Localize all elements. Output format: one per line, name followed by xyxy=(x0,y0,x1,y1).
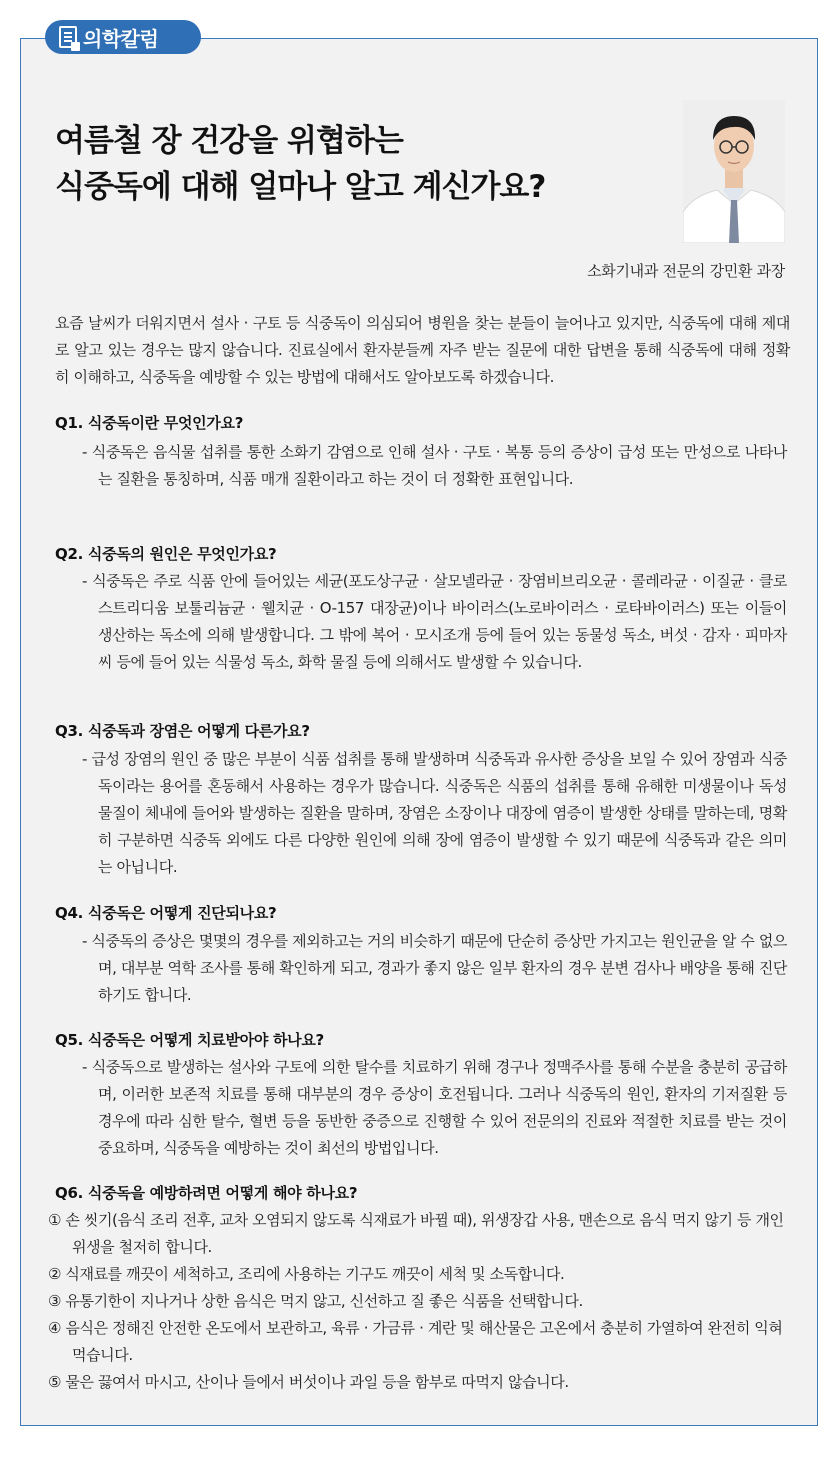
question-4: Q4. 식중독은 어떻게 진단되나요? xyxy=(55,904,277,922)
column-tag xyxy=(45,20,201,54)
question-2: Q2. 식중독의 원인은 무엇인가요? xyxy=(55,545,277,563)
doctor-photo xyxy=(683,100,785,243)
question-5: Q5. 식중독은 어떻게 치료받아야 하나요? xyxy=(55,1031,324,1049)
prevention-item: ④ 음식은 정해진 안전한 온도에서 보관하고, 육류 · 가금류 · 계란 및 해산물은 고온에서 충분히 가열하여 완전히 익혀 먹습니다. xyxy=(48,1319,783,1364)
question-6: Q6. 식중독을 예방하려면 어떻게 해야 하나요? xyxy=(55,1184,358,1202)
answer-5: - 식중독으로 발생하는 설사와 구토에 의한 탈수를 치료하기 위해 경구나 정맥주사를 통해 수분을 충분히 공급하며, 이러한 보존적 치료를 통해 대부분의 경우 증상이 호전됩니다. 그러나 식중독의 원인, 환자의 기저질환 등 경우에 따라 심한 탈수, 혈변 등을 동반한 중증으로 진행할 수 있어 전문의의 진료와 적절한 치료를 받는 것이 중요하며, 식중독을 예방하는 것이 최선의 방법입니다. xyxy=(82,1058,787,1157)
answer-1: - 식중독은 음식물 섭취를 통한 소화기 감염으로 인해 설사 · 구토 · 복통 등의 증상이 급성 또는 만성으로 나타나는 질환을 통칭하며, 식품 매개 질환이라고 하는 것이 더 정확한 표현입니다. xyxy=(82,443,787,488)
prevention-item: ⑤ 물은 끓여서 마시고, 산이나 들에서 버섯이나 과일 등을 함부로 따먹지 않습니다. xyxy=(48,1373,569,1391)
document-icon xyxy=(59,26,77,48)
question-3: Q3. 식중독과 장염은 어떻게 다른가요? xyxy=(55,722,310,740)
question-1: Q1. 식중독이란 무엇인가요? xyxy=(55,414,244,432)
answer-3: - 급성 장염의 원인 중 많은 부분이 식품 섭취를 통해 발생하며 식중독과 유사한 증상을 보일 수 있어 장염과 식중독이라는 용어를 혼동해서 사용하는 경우가 많습니다. 식중독은 식품의 섭취를 통해 유해한 미생물이나 독성 물질이 체내에 들어와 발생하는 질환을 말하며, 장염은 소장이나 대장에 염증이 발생한 상태를 말하는데, 명확히 구분하면 식중독 외에도 다른 다양한 원인에 의해 장에 염증이 발생할 수 있기 때문에 식중독과 같은 의미는 아닙니다. xyxy=(82,750,787,876)
intro-paragraph: 요즘 날씨가 더워지면서 설사 · 구토 등 식중독이 의심되어 병원을 찾는 분들이 늘어나고 있지만, 식중독에 대해 제대로 알고 있는 경우는 많지 않습니다. 진료실에서 환자분들께 자주 받는 질문에 대한 답변을 통해 식중독에 대해 정확히 이해하고, 식중독을 예방할 수 있는 방법에 대해서도 알아보도록 하겠습니다. xyxy=(55,314,790,386)
doctor-portrait-image xyxy=(683,100,785,243)
title-line-1: 여름철 장 건강을 위협하는 xyxy=(55,123,403,159)
prevention-item: ③ 유통기한이 지나거나 상한 음식은 먹지 않고, 신선하고 질 좋은 식품을 선택합니다. xyxy=(48,1292,583,1310)
answer-2: - 식중독은 주로 식품 안에 들어있는 세균(포도상구균 · 살모넬라균 · 장염비브리오균 · 콜레라균 · 이질균 · 클로스트리디움 보툴리늄균 · 웰치균 · O-157 대장균)이나 바이러스(노로바이러스 · 로타바이러스) 또는 이들이 생산하는 독소에 의해 발생합니다. 그 밖에 복어 · 모시조개 등에 들어 있는 동물성 독소, 버섯 · 감자 · 피마자씨 등에 들어 있는 식물성 독소, 화학 물질 등에 의해서도 발생할 수 있습니다. xyxy=(82,572,787,671)
article-title xyxy=(55,118,655,210)
answer-4: - 식중독의 증상은 몇몇의 경우를 제외하고는 거의 비슷하기 때문에 단순히 증상만 가지고는 원인균을 알 수 없으며, 대부분 역학 조사를 통해 확인하게 되고, 경과가 좋지 않은 일부 환자의 경우 분변 검사나 배양을 통해 진단하기도 합니다. xyxy=(82,932,787,1004)
column-tag-label: 의학칼럼 xyxy=(83,26,159,51)
prevention-item: ② 식재료를 깨끗이 세척하고, 조리에 사용하는 기구도 깨끗이 세척 및 소독합니다. xyxy=(48,1265,565,1283)
title-line-2: 식중독에 대해 얼마나 알고 계신가요? xyxy=(55,169,546,205)
prevention-item: ① 손 씻기(음식 조리 전후, 교차 오염되지 않도록 식재료가 바뀔 때), 위생장갑 사용, 맨손으로 음식 먹지 않기 등 개인위생을 철저히 합니다. xyxy=(48,1211,784,1256)
author-credit: 소화기내과 전문의 강민환 과장 xyxy=(587,262,785,280)
prevention-list xyxy=(48,1207,793,1396)
